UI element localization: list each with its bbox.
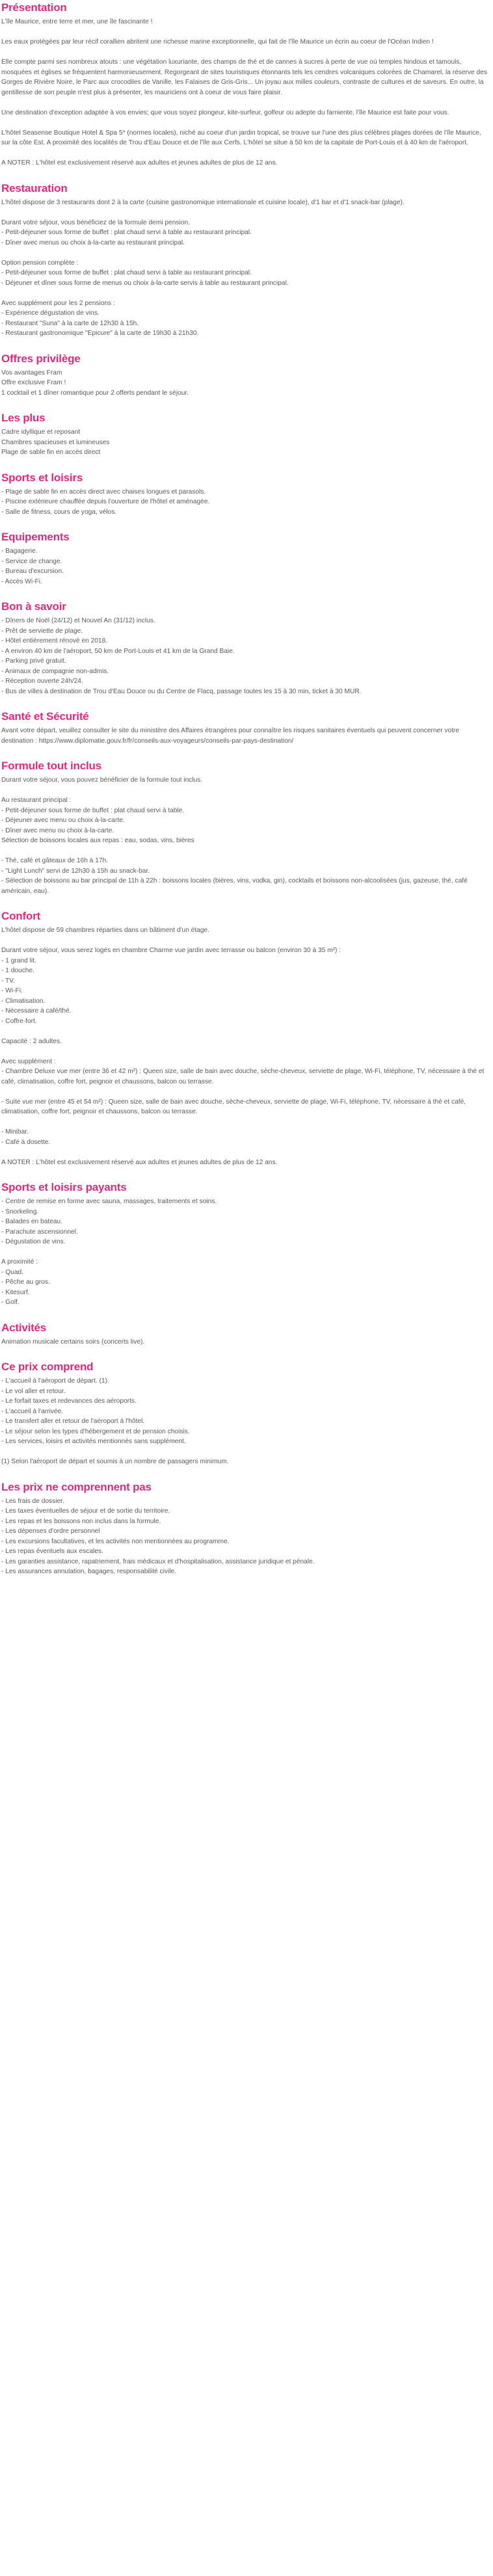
paragraph <box>1 1376 492 1447</box>
paragraph <box>1 1127 492 1147</box>
text-line: L'hôtel Seasense Boutique Hotel & Spa 5* (normes locales), niché au coeur d'un jardin tropical, se trouve sur l'une des plus célèbres plages dorées de l'île Maurice, sur la côte Est. A proximité des localités de Trou d'Eau Douce et de l'île aux Cerfs. L'hôtel se situe à 50 km de la capitale de Port-Louis et à 40 km de l'aéroport. <box>1 129 481 146</box>
section-body <box>1 546 492 587</box>
text-line: A NOTER : L'hôtel est exclusivement réservé aux adultes et jeunes adultes de plus de 12 ans. <box>1 1158 278 1166</box>
text-line: - Centre de remise en forme avec sauna, massages, traitements et soins. <box>1 1198 217 1205</box>
text-line: - Chambre Deluxe vue mer (entre 36 et 42 m²) : Queen size, salle de bain avec douche, sèche-cheveux, serviette de plage, Wi-Fi, téléphone, TV, nécessaire à thé et café, climatisation, coffre fort, peignoir et chaussons, balcon ou terrasse. <box>1 1068 485 1085</box>
text-line: Durant votre séjour, vous pouvez bénéficier de la formule tout inclus. <box>1 777 203 784</box>
paragraph <box>1 775 492 786</box>
text-line: Sélection de boissons locales aux repas : eau, sodas, vins, bières <box>1 837 194 844</box>
section-title: Equipements <box>1 531 70 543</box>
paragraph <box>1 57 492 98</box>
section-title: Formule tout inclus <box>1 760 101 772</box>
text-line: - Bus de villes à destination de Trou d'Eau Douce ou du Centre de Flacq, passage toutes les 15 à 30 min, ticket à 30 MUR. <box>1 687 362 695</box>
text-line: - L'accueil à l'arrivée. <box>1 1407 64 1415</box>
section-title: Confort <box>1 910 40 922</box>
text-line: Vos avantages Fram <box>1 369 62 377</box>
section-confort <box>1 906 492 1167</box>
text-line: - Climatisation. <box>1 997 46 1005</box>
paragraph <box>1 546 492 587</box>
text-line: - Les excursions facultatives, et les activités non mentionnées au programme. <box>1 1537 230 1545</box>
text-line: - Le vol aller et retour. <box>1 1387 66 1395</box>
text-line: - Bagagerie. <box>1 548 38 555</box>
text-line: - Les services, loisirs et activités mentionnés sans supplément. <box>1 1438 186 1445</box>
text-line: - Parking privé gratuit. <box>1 657 66 665</box>
paragraph <box>1 299 492 339</box>
section-body <box>1 925 492 1167</box>
text-line: - Restaurant gastronomique "Epicure" à la carte de 19h30 à 21h30. <box>1 330 199 337</box>
section-les-plus <box>1 408 492 458</box>
text-line: - Petit-déjeuner sous forme de buffet : plat chaud servi à table au restaurant principal. <box>1 229 252 236</box>
text-line: Avant votre départ, veuillez consulter le site du ministère des Affaires étrangères pour connaître les risques sanitaires éventuels qui peuvent concerner votre destination : https://www.diplomatie.gouv.fr/fr/conseils-aux-voyageurs/conseils-par-pays-destination/ <box>1 727 460 745</box>
text-line: L'île Maurice, entre terre et mer, une île fascinante ! <box>1 18 153 25</box>
paragraph <box>1 108 492 118</box>
text-line: - Bureau d'excursion. <box>1 568 64 575</box>
paragraph <box>1 128 492 148</box>
section-body <box>1 1376 492 1467</box>
paragraph <box>1 258 492 289</box>
section-title: Sports et loisirs payants <box>1 1181 127 1193</box>
text-line: A NOTER : L'hôtel est exclusivement réservé aux adultes et jeunes adultes de plus de 12 ans. <box>1 159 278 166</box>
section-body <box>1 487 492 518</box>
section-body <box>1 198 492 339</box>
section-sante-et-securite <box>1 706 492 746</box>
section-bon-a-savoir <box>1 596 492 697</box>
text-line: - Les assurances annulation, bagages, responsabilité civile. <box>1 1568 176 1575</box>
section-title: Restauration <box>1 181 68 194</box>
section-les-prix-ne-comprennent-pas <box>1 1477 492 1577</box>
paragraph <box>1 1457 492 1467</box>
text-line: - Les garanties assistance, rapatriement, frais médicaux et d'hospitalisation, assistance juridique et pénale. <box>1 1558 315 1565</box>
section-body <box>1 726 492 746</box>
text-line: Avec supplément pour les 2 pensions : <box>1 299 115 307</box>
text-line: - Dîner avec menus ou choix à-la-carte au restaurant principal. <box>1 239 185 246</box>
paragraph <box>1 368 492 399</box>
text-line: Elle compte parmi ses nombreux atouts : une végétation luxuriante, des champs de thé et de cannes à sucres à perte de vue où temples hindous et tamouls, mosquées et églises se fréquentent harmonieusement. Regorgeant de sites touristiques étonnants tels les cendres volcaniques colorées de Chamarel, la réserve des Gorges de Rivière Noire, le Parc aux crocodiles de Vanille, les Falaises de Gris-Gris... Un joyau aux milles couleurs, contraste de cultures et de saveurs. En outre, la gentillesse de son peuple n'est plus à présenter, les mauriciens ont à coeur de vous faire plaisir. <box>1 59 487 96</box>
paragraph <box>1 1337 492 1348</box>
text-line: - Hôtel entièrement rénové en 2018. <box>1 637 108 644</box>
section-body <box>1 1197 492 1308</box>
section-restauration <box>1 178 492 339</box>
text-line: - Les repas et les boissons non inclus dans la formule. <box>1 1517 161 1525</box>
text-line: - Wi-Fi. <box>1 987 23 994</box>
text-line: 1 cocktail et 1 dîner romantique pour 2 offerts pendant le séjour. <box>1 389 189 397</box>
text-line: - Pêche au gros. <box>1 1279 50 1286</box>
text-line: - Le transfert aller et retour de l'aéroport à l'hôtel. <box>1 1418 145 1425</box>
paragraph <box>1 1496 492 1577</box>
section-sports-et-loisirs <box>1 468 492 518</box>
text-line: Capacité : 2 adultes. <box>1 1037 62 1045</box>
paragraph <box>1 1158 492 1168</box>
text-line: - Les frais de dossier. <box>1 1497 64 1505</box>
section-presentation <box>1 0 492 168</box>
text-line: - Déjeuner avec menu ou choix à-la-carte. <box>1 817 125 824</box>
text-line: Durant votre séjour, vous bénéficiez de la formule demi pension. <box>1 219 190 226</box>
text-line: - Sélection de boissons au bar principal de 11h à 22h : boissons locales (bières, vins, vodka, gin), cocktails et boissons non-alcoolisées (jus, gazeuse, thé, café américain, eau). <box>1 877 468 895</box>
text-line: - 1 grand lit. <box>1 957 36 964</box>
section-body <box>1 616 492 697</box>
text-line: Les eaux protégées par leur récif corallien abritent une richesse marine exceptionnelle, qui fait de l'île Maurice un écrin au coeur de l'Océan Indien ! <box>1 38 434 46</box>
text-line: - Snorkeling. <box>1 1208 39 1215</box>
text-line: - Les repas éventuels aux escales. <box>1 1548 103 1555</box>
text-line: - Suite vue mer (entre 45 et 54 m²) : Queen size, salle de bain avec douche, sèche-cheveux, serviette de plage, Wi-Fi, téléphone, TV, nécessaire à thé et café, climatisation, coffre fort, peignoir et chaussons, balcon ou terrasse. <box>1 1098 466 1115</box>
text-line: Chambres spacieuses et lumineuses <box>1 438 110 446</box>
text-line: - Balades en bateau. <box>1 1218 63 1225</box>
paragraph <box>1 487 492 518</box>
text-line: - Restaurant "Suna" à la carte de 12h30 à 15h. <box>1 319 139 327</box>
paragraph <box>1 1097 492 1117</box>
text-line: - Kitesurf. <box>1 1288 30 1296</box>
section-title: Sports et loisirs <box>1 471 83 484</box>
paragraph <box>1 616 492 697</box>
paragraph <box>1 158 492 168</box>
text-line: - Minibar. <box>1 1128 29 1135</box>
paragraph <box>1 1197 492 1247</box>
text-line: - Dîner avec menu ou choix à-la-carte. <box>1 827 114 834</box>
paragraph <box>1 1057 492 1087</box>
paragraph <box>1 427 492 458</box>
text-line: - Dégustation de vins. <box>1 1238 66 1245</box>
text-line: Plage de sable fin en accès direct <box>1 449 101 456</box>
text-line: - Les dépenses d'ordre personnel <box>1 1528 100 1535</box>
paragraph <box>1 726 492 746</box>
text-line: - Café à dosette. <box>1 1138 51 1146</box>
section-sports-et-loisirs-payants <box>1 1177 492 1308</box>
text-line: - Réception ouverte 24h/24. <box>1 678 83 685</box>
text-line: - Service de change. <box>1 557 62 565</box>
text-line: - Petit-déjeuner sous forme de buffet : plat chaud servi à table. <box>1 806 185 814</box>
text-line: Cadre idyllique et reposant <box>1 429 81 436</box>
section-body <box>1 17 492 168</box>
text-line: - Le séjour selon les types d'hébergement et de pension choisis. <box>1 1427 190 1435</box>
section-title: Bon à savoir <box>1 600 66 613</box>
paragraph <box>1 37 492 47</box>
text-line: Animation musicale certains soirs (concerts live). <box>1 1338 145 1346</box>
text-line: - 1 douche. <box>1 967 34 974</box>
paragraph <box>1 856 492 896</box>
text-line: - Coffre-fort. <box>1 1017 37 1025</box>
text-line: - Animaux de compagnie non-admis. <box>1 667 109 675</box>
text-line: - A environ 40 km de l'aéroport, 50 km de Port-Louis et 41 km de la Grand Baie. <box>1 647 235 655</box>
text-line: - Expérience dégustation de vins. <box>1 310 100 317</box>
text-line: L'hôtel dispose de 59 chambres réparties dans un bâtiment d'un étage. <box>1 927 209 934</box>
paragraph <box>1 795 492 846</box>
paragraph <box>1 946 492 1026</box>
paragraph <box>1 17 492 27</box>
section-offres-privilege <box>1 349 492 399</box>
section-equipements <box>1 527 492 587</box>
section-title: Les prix ne comprennent pas <box>1 1480 152 1493</box>
text-line: - L'accueil à l'aéroport de départ. (1). <box>1 1377 109 1385</box>
text-line: - Plage de sable fin en accès direct avec chaises longues et parasols. <box>1 488 206 496</box>
paragraph <box>1 925 492 936</box>
section-body <box>1 368 492 399</box>
section-title: Activités <box>1 1321 47 1334</box>
section-body <box>1 775 492 896</box>
text-line: - "Light Lunch" servi de 12h30 à 15h au snack-bar. <box>1 867 150 875</box>
paragraph <box>1 1257 492 1308</box>
text-line: Offre exclusive Fram ! <box>1 379 66 386</box>
section-body <box>1 1496 492 1577</box>
text-line: - Prêt de serviette de plage. <box>1 627 83 635</box>
text-line: A proximité : <box>1 1258 38 1266</box>
text-line: Une destination d'exception adaptée à vos envies; que vous soyez plongeur, kite-surfeur, golfeur ou adepte du farniente, l'île Maurice est faite pour vous. <box>1 109 449 116</box>
text-line: - Accès Wi-Fi. <box>1 578 42 585</box>
text-line: - Golf. <box>1 1299 20 1306</box>
text-line: - Dîners de Noël (24/12) et Nouvel An (31/12) inclus. <box>1 617 155 624</box>
text-line: - Le forfait taxes et redevances des aéroports. <box>1 1398 137 1405</box>
section-title: Santé et Sécurité <box>1 710 89 723</box>
section-formule-tout-inclus <box>1 756 492 896</box>
paragraph <box>1 1037 492 1047</box>
paragraph <box>1 198 492 208</box>
text-line: - Thé, café et gâteaux de 16h à 17h. <box>1 857 109 864</box>
text-line: Option pension complète : <box>1 259 79 267</box>
text-line: - Salle de fitness, cours de yoga, vélos. <box>1 508 117 516</box>
section-title: Présentation <box>1 1 67 14</box>
section-activites <box>1 1318 492 1348</box>
text-line: - Petit-déjeuner sous forme de buffet : plat chaud servi à table au restaurant principal. <box>1 269 252 276</box>
section-title: Offres privilège <box>1 352 81 365</box>
paragraph <box>1 218 492 248</box>
section-body <box>1 427 492 458</box>
text-line: Au restaurant principal : <box>1 797 72 804</box>
text-line: - Déjeuner et dîner sous forme de menus ou choix à-la-carte servis à table au restaurant principal. <box>1 279 289 287</box>
text-line: - Nécessaire à café/thé. <box>1 1007 72 1015</box>
text-line: Durant votre séjour, vous serez logés en chambre Charme vue jardin avec terrasse ou balcon (environ 30 à 35 m²) : <box>1 947 341 954</box>
text-line: (1) Selon l'aéroport de départ et soumis à un nombre de passagers minimum. <box>1 1458 229 1465</box>
section-title: Ce prix comprend <box>1 1361 94 1373</box>
text-line: - TV. <box>1 977 15 985</box>
section-body <box>1 1337 492 1348</box>
text-line: Avec supplément : <box>1 1057 56 1065</box>
section-ce-prix-comprend <box>1 1357 492 1467</box>
text-line: - Quad. <box>1 1268 23 1276</box>
section-title: Les plus <box>1 412 46 424</box>
text-line: L'hôtel dispose de 3 restaurants dont 2 à la carte (cuisine gastronomique internationale et cuisine locale), d'1 bar et d'1 snack-bar (plage). <box>1 198 405 206</box>
text-line: - Piscine extérieure chauffée depuis l'ouverture de l'hôtel et aménagée. <box>1 498 210 505</box>
text-line: - Parachute ascensionnel. <box>1 1228 78 1236</box>
text-line: - Les taxes éventuelles de séjour et de sortie du territoire. <box>1 1507 170 1515</box>
